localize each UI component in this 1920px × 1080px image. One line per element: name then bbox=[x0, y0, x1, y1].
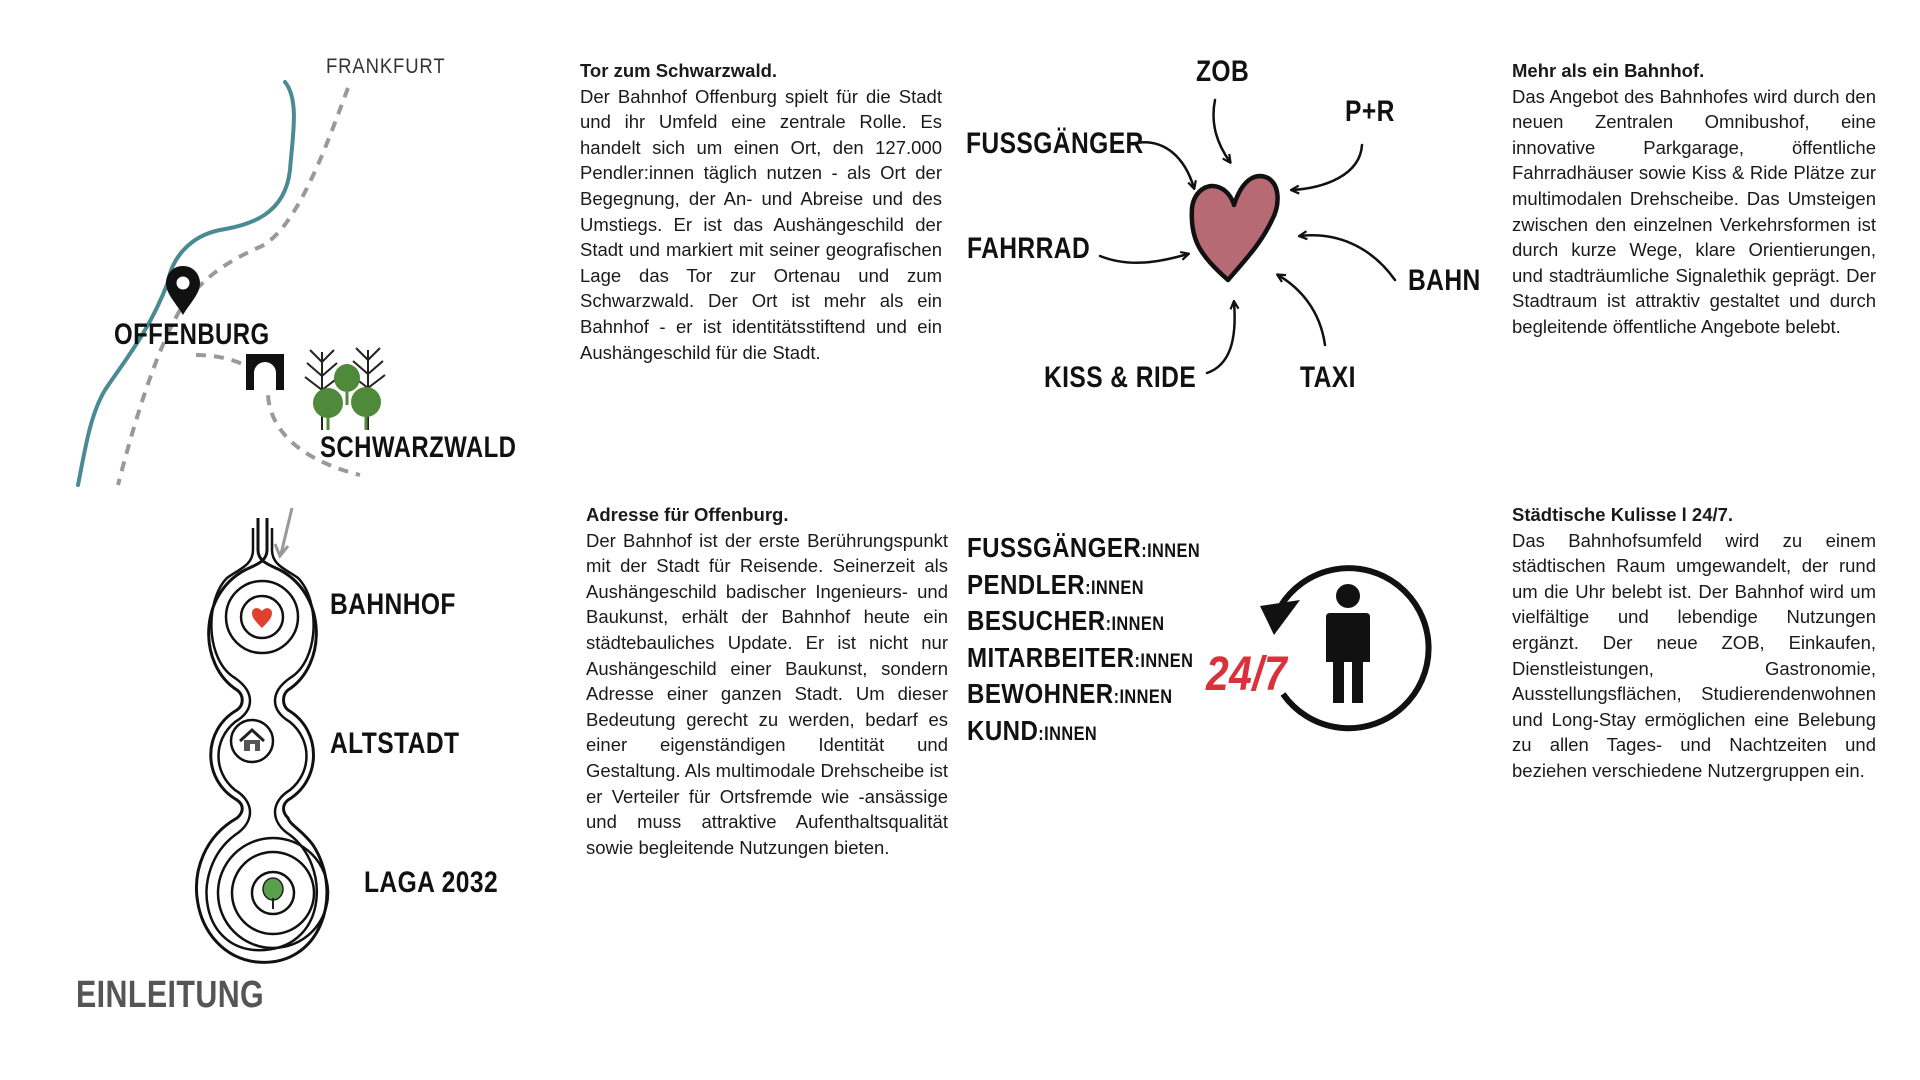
railway-frankfurt bbox=[118, 88, 348, 485]
text-block-tor-zum-schwarzwald bbox=[580, 58, 942, 365]
block-title: Mehr als ein Bahnhof. bbox=[1512, 60, 1705, 81]
block-title: Tor zum Schwarzwald. bbox=[580, 60, 778, 81]
arrow-fussganger bbox=[1135, 142, 1194, 188]
house-icon bbox=[240, 730, 264, 751]
text-block-mehr-als-ein-bahnhof bbox=[1512, 58, 1876, 340]
ring-label-altstadt: ALTSTADT bbox=[330, 727, 460, 760]
block-body: Der Bahnhof ist der erste Berührungspunkt mit der Stadt für Reisende. Seinerzeit als Aushängeschild badischer Ingenieurs- und Baukunst, erhält der Bahnhof heute ein städtebauliches Update. Er ist nicht nur Aushängeschild einer Baukunst, sondern Adresse einer ganzen Stadt. Um dieser Bedeutung gerecht zu werden, bedarf es einer eigenständigen Identität und Gestaltung. Als multimodale Drehscheibe ist er Verteiler für Ortsfremde wie -ansässige und muss attraktive Aufenthaltsqualität sowie begleitende Nutzungen bieten. bbox=[586, 529, 948, 858]
mobility-label-kiss-ride: KISS & RIDE bbox=[1044, 361, 1197, 394]
heart-icon bbox=[1192, 176, 1278, 280]
forest-icon bbox=[305, 348, 385, 430]
arrow-taxi bbox=[1278, 275, 1325, 345]
clock-diagram bbox=[1230, 540, 1460, 750]
tree-icon bbox=[263, 878, 283, 909]
section-title: EINLEITUNG bbox=[76, 974, 265, 1016]
list-item: FUSSGÄNGER:INNEN bbox=[967, 532, 1201, 563]
map-label-schwarzwald: SCHWARZWALD bbox=[320, 431, 517, 464]
heart-icon bbox=[252, 608, 272, 628]
map-label-frankfurt: FRANKFURT bbox=[326, 55, 446, 78]
location-pin-icon bbox=[166, 266, 200, 315]
mobility-label-fussganger: FUSSGÄNGER bbox=[966, 127, 1144, 160]
text-block-staedtische-kulisse bbox=[1512, 502, 1876, 784]
block-body: Der Bahnhof Offenburg spielt für die Stadt und ihr Umfeld eine zentrale Rolle. Es handelt sich um einen Ort, den 127.000 Pendler:innen täglich nutzen - als Ort der Begegnung, der An- und Abreise und des Umstiegs. Er ist das Aushängeschild der Stadt und markiert mit seiner geografischen Lage das Tor zur Ortenau und zum Schwarzwald. Der Ort ist mehr als ein Bahnhof - er ist identitätsstiftend und ein Aushängeschild für die Stadt. bbox=[580, 85, 942, 363]
mobility-label-bahn: BAHN bbox=[1408, 264, 1481, 297]
mobility-diagram bbox=[950, 40, 1490, 410]
list-item: BEWOHNER:INNEN bbox=[967, 678, 1173, 709]
person-icon bbox=[1326, 584, 1370, 703]
label-24-7: 24/7 bbox=[1206, 648, 1288, 701]
arrow-kiss bbox=[1207, 302, 1235, 373]
list-item: KUND:INNEN bbox=[967, 714, 1098, 746]
block-body: Das Angebot des Bahnhofes wird durch den neuen Zentralen Omnibushof, eine innovative Parkgarage, öffentliche Fahrradhäuser sowie Kiss & Ride Plätze zur multimodalen Drehscheibe. Das Umsteigen zwischen den einzelnen Verkehrsformen ist durch kurze Wege, klare Orientierungen, und stadträumliche Signalethik geprägt. Der Stadtraum ist attraktiv gestaltet und durch begleitende öffentliche Angebote belebt. bbox=[1512, 85, 1876, 337]
mobility-label-zob: ZOB bbox=[1196, 55, 1250, 88]
block-title: Städtische Kulisse l 24/7. bbox=[1512, 504, 1734, 525]
user-group-list bbox=[967, 530, 1238, 749]
tunnel-icon bbox=[246, 354, 284, 390]
block-body: Das Bahnhofsumfeld wird zu einem städtischen Raum umgewandelt, der rund um die Uhr belebt ist. Der Bahnhof wird um vielfältige und lebendige Nutzungen ergänzt. Der neue ZOB, Einkaufen, Dienstleistungen, Gastronomie, Ausstellungsflächen, Studierendenwohnen und Long-Stay ermöglichen eine Belebung zu allen Tages- und Nachtzeiten und beziehen verschiedene Nutzergruppen ein. bbox=[1512, 529, 1876, 781]
arrow-bahn bbox=[1300, 235, 1395, 280]
list-item: MITARBEITER:INNEN bbox=[967, 641, 1194, 673]
map-label-offenburg: OFFENBURG bbox=[114, 318, 270, 351]
mobility-label-fahrrad: FAHRRAD bbox=[967, 232, 1091, 265]
ring-label-bahnhof: BAHNHOF bbox=[330, 588, 456, 621]
list-item: PENDLER:INNEN bbox=[967, 568, 1144, 600]
list-item: BESUCHER:INNEN bbox=[967, 605, 1165, 636]
arrow-pr bbox=[1292, 145, 1362, 190]
arrow-fahrrad bbox=[1100, 254, 1188, 263]
text-block-adresse-fuer-offenburg bbox=[586, 502, 948, 860]
cycle-arrowhead-icon bbox=[1260, 600, 1300, 635]
location-map bbox=[0, 0, 560, 500]
ring-label-laga: LAGA 2032 bbox=[364, 866, 499, 899]
mobility-label-pr: P+R bbox=[1345, 95, 1395, 128]
block-title: Adresse für Offenburg. bbox=[586, 504, 789, 525]
mobility-label-taxi: TAXI bbox=[1300, 361, 1356, 394]
arrow-zob bbox=[1213, 100, 1230, 162]
